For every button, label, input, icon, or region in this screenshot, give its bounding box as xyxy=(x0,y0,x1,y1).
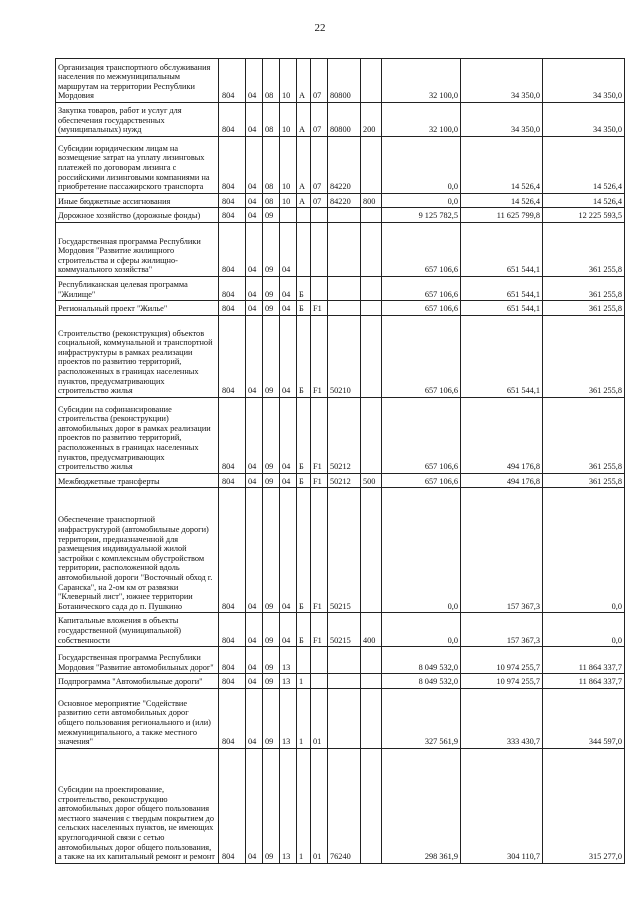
cell-ministry-code: 804 xyxy=(219,674,246,689)
cell-amount-year-2: 11 625 799,8 xyxy=(461,208,543,223)
cell-event-code: 07 xyxy=(311,103,328,137)
cell-subsection-code: 09 xyxy=(263,208,280,223)
cell-amount-year-3: 11 864 337,7 xyxy=(543,674,625,689)
budget-table xyxy=(55,58,625,864)
cell-amount-year-3: 315 277,0 xyxy=(543,748,625,863)
cell-amount-year-1: 32 100,0 xyxy=(382,59,461,103)
cell-subprogram-code: Б xyxy=(297,276,311,300)
row-name: Субсидии на софинансирование строительства (реконструкции) автомобильных дорог в рамках реализации проектов по развитию территорий, расположенных в границах населенных пунктов, предусматривающих строительство жилья xyxy=(56,397,219,473)
cell-subsection-code: 09 xyxy=(263,397,280,473)
cell-subsection-code: 09 xyxy=(263,301,280,316)
cell-amount-year-2: 10 974 255,7 xyxy=(461,647,543,674)
cell-ministry-code: 804 xyxy=(219,748,246,863)
cell-program-code: 10 xyxy=(280,59,297,103)
cell-amount-year-2: 304 110,7 xyxy=(461,748,543,863)
page-number: 22 xyxy=(314,22,326,34)
cell-ministry-code: 804 xyxy=(219,222,246,276)
cell-program-code: 13 xyxy=(280,647,297,674)
cell-direction-code xyxy=(328,647,361,674)
cell-subsection-code: 09 xyxy=(263,674,280,689)
cell-direction-code: 84220 xyxy=(328,136,361,193)
cell-expense-type-code xyxy=(361,748,382,863)
cell-subprogram-code xyxy=(297,222,311,276)
row-name: Подпрограмма "Автомобильные дороги" xyxy=(56,674,219,689)
table-body xyxy=(56,59,625,864)
cell-program-code: 13 xyxy=(280,674,297,689)
row-name: Организация транспортного обслуживания населения по межмуниципальным маршрутам на территории Республики Мордовия xyxy=(56,59,219,103)
table-row xyxy=(56,301,625,316)
cell-direction-code: 50210 xyxy=(328,315,361,397)
cell-amount-year-3: 34 350,0 xyxy=(543,59,625,103)
cell-subsection-code: 09 xyxy=(263,276,280,300)
cell-amount-year-1: 657 106,6 xyxy=(382,222,461,276)
cell-section-code: 04 xyxy=(246,193,263,208)
cell-direction-code: 50212 xyxy=(328,397,361,473)
cell-event-code: F1 xyxy=(311,301,328,316)
cell-section-code: 04 xyxy=(246,473,263,488)
cell-amount-year-3: 12 225 593,5 xyxy=(543,208,625,223)
cell-expense-type-code: 800 xyxy=(361,193,382,208)
cell-amount-year-1: 657 106,6 xyxy=(382,315,461,397)
cell-expense-type-code: 400 xyxy=(361,613,382,647)
cell-program-code: 04 xyxy=(280,488,297,613)
cell-amount-year-1: 8 049 532,0 xyxy=(382,674,461,689)
cell-event-code: F1 xyxy=(311,613,328,647)
cell-event-code: F1 xyxy=(311,473,328,488)
cell-direction-code: 50215 xyxy=(328,613,361,647)
cell-program-code: 04 xyxy=(280,473,297,488)
table-row xyxy=(56,315,625,397)
cell-subprogram-code: А xyxy=(297,103,311,137)
cell-expense-type-code xyxy=(361,301,382,316)
cell-event-code: 07 xyxy=(311,136,328,193)
table-row xyxy=(56,674,625,689)
row-name: Субсидии на проектирование, строительство, реконструкцию автомобильных дорог общего пользования местного значения с твердым покрытием до сельских населенных пунктов, не имеющих круглогодичной связи с сетью автомобильных дорог общего пользования, а также на их капитальный ремонт и ремонт xyxy=(56,748,219,863)
cell-direction-code: 84220 xyxy=(328,193,361,208)
cell-event-code: 01 xyxy=(311,748,328,863)
cell-subprogram-code: 1 xyxy=(297,674,311,689)
row-name: Обеспечение транспортной инфраструктурой (автомобильные дороги) территории, предназначенной для размещения индивидуальной жилой застройки с комплексным обустройством территории, расположенной вдоль автомобильной дороги "Восточный обход г. Саранска", на 2-ом км от развязки "Клеверный лист", южнее территории Ботанического сада до п. Пушкино xyxy=(56,488,219,613)
cell-subsection-code: 09 xyxy=(263,222,280,276)
cell-direction-code: 76240 xyxy=(328,748,361,863)
cell-event-code: F1 xyxy=(311,397,328,473)
row-name: Государственная программа Республики Мордовия "Развитие автомобильных дорог" xyxy=(56,647,219,674)
cell-event-code: F1 xyxy=(311,488,328,613)
table-row xyxy=(56,103,625,137)
cell-amount-year-2: 34 350,0 xyxy=(461,59,543,103)
cell-section-code: 04 xyxy=(246,222,263,276)
cell-ministry-code: 804 xyxy=(219,136,246,193)
table-row xyxy=(56,222,625,276)
cell-amount-year-2: 651 544,1 xyxy=(461,276,543,300)
cell-amount-year-2: 651 544,1 xyxy=(461,301,543,316)
cell-program-code: 04 xyxy=(280,301,297,316)
cell-program-code: 10 xyxy=(280,136,297,193)
cell-event-code: 01 xyxy=(311,688,328,748)
cell-amount-year-3: 361 255,8 xyxy=(543,222,625,276)
cell-ministry-code: 804 xyxy=(219,397,246,473)
table-row xyxy=(56,473,625,488)
cell-subsection-code: 08 xyxy=(263,59,280,103)
cell-subsection-code: 09 xyxy=(263,748,280,863)
cell-amount-year-3: 361 255,8 xyxy=(543,315,625,397)
cell-section-code: 04 xyxy=(246,674,263,689)
cell-amount-year-2: 157 367,3 xyxy=(461,488,543,613)
cell-program-code: 10 xyxy=(280,103,297,137)
cell-subsection-code: 09 xyxy=(263,473,280,488)
cell-expense-type-code xyxy=(361,222,382,276)
cell-section-code: 04 xyxy=(246,397,263,473)
cell-amount-year-3: 14 526,4 xyxy=(543,193,625,208)
cell-section-code: 04 xyxy=(246,688,263,748)
cell-subprogram-code: Б xyxy=(297,613,311,647)
row-name: Иные бюджетные ассигнования xyxy=(56,193,219,208)
cell-subsection-code: 09 xyxy=(263,647,280,674)
cell-amount-year-3: 344 597,0 xyxy=(543,688,625,748)
cell-program-code: 04 xyxy=(280,222,297,276)
cell-direction-code xyxy=(328,276,361,300)
cell-subsection-code: 09 xyxy=(263,613,280,647)
cell-expense-type-code xyxy=(361,488,382,613)
table-row xyxy=(56,276,625,300)
cell-expense-type-code xyxy=(361,315,382,397)
cell-subsection-code: 08 xyxy=(263,103,280,137)
row-name: Капитальные вложения в объекты государственной (муниципальной) собственности xyxy=(56,613,219,647)
cell-ministry-code: 804 xyxy=(219,276,246,300)
cell-ministry-code: 804 xyxy=(219,103,246,137)
cell-amount-year-1: 327 561,9 xyxy=(382,688,461,748)
cell-expense-type-code xyxy=(361,688,382,748)
cell-section-code: 04 xyxy=(246,276,263,300)
table-row xyxy=(56,613,625,647)
cell-event-code xyxy=(311,222,328,276)
cell-subprogram-code: Б xyxy=(297,315,311,397)
cell-subprogram-code: Б xyxy=(297,397,311,473)
cell-direction-code: 80800 xyxy=(328,103,361,137)
cell-program-code: 13 xyxy=(280,688,297,748)
cell-section-code: 04 xyxy=(246,613,263,647)
cell-amount-year-1: 0,0 xyxy=(382,136,461,193)
cell-expense-type-code xyxy=(361,674,382,689)
cell-amount-year-2: 494 176,8 xyxy=(461,473,543,488)
cell-subprogram-code: 1 xyxy=(297,688,311,748)
cell-amount-year-3: 11 864 337,7 xyxy=(543,647,625,674)
cell-program-code: 04 xyxy=(280,276,297,300)
cell-section-code: 04 xyxy=(246,315,263,397)
cell-amount-year-1: 657 106,6 xyxy=(382,473,461,488)
cell-ministry-code: 804 xyxy=(219,613,246,647)
cell-amount-year-1: 657 106,6 xyxy=(382,301,461,316)
cell-subprogram-code: Б xyxy=(297,488,311,613)
cell-direction-code xyxy=(328,674,361,689)
cell-section-code: 04 xyxy=(246,208,263,223)
cell-amount-year-2: 494 176,8 xyxy=(461,397,543,473)
cell-event-code: F1 xyxy=(311,315,328,397)
cell-amount-year-1: 32 100,0 xyxy=(382,103,461,137)
cell-expense-type-code: 500 xyxy=(361,473,382,488)
row-name: Государственная программа Республики Мордовия "Развитие жилищного строительства и сферы жилищно-коммунального хозяйства" xyxy=(56,222,219,276)
cell-ministry-code: 804 xyxy=(219,59,246,103)
cell-amount-year-2: 14 526,4 xyxy=(461,136,543,193)
cell-subprogram-code: Б xyxy=(297,301,311,316)
table-row xyxy=(56,193,625,208)
cell-expense-type-code: 200 xyxy=(361,103,382,137)
cell-event-code xyxy=(311,647,328,674)
row-name: Субсидии юридическим лицам на возмещение затрат на уплату лизинговых платежей по договорам лизинга с российскими лизинговыми компаниями на приобретение пассажирского транспорта xyxy=(56,136,219,193)
cell-amount-year-3: 361 255,8 xyxy=(543,473,625,488)
cell-program-code: 13 xyxy=(280,748,297,863)
cell-program-code: 10 xyxy=(280,193,297,208)
cell-direction-code xyxy=(328,688,361,748)
cell-program-code xyxy=(280,208,297,223)
row-name: Основное мероприятие "Содействие развитию сети автомобильных дорог общего пользования регионального и (или) межмуниципального, а также местного значения" xyxy=(56,688,219,748)
cell-expense-type-code xyxy=(361,397,382,473)
cell-amount-year-3: 361 255,8 xyxy=(543,397,625,473)
cell-amount-year-3: 361 255,8 xyxy=(543,276,625,300)
cell-ministry-code: 804 xyxy=(219,488,246,613)
cell-subprogram-code: Б xyxy=(297,473,311,488)
cell-section-code: 04 xyxy=(246,59,263,103)
cell-amount-year-1: 0,0 xyxy=(382,488,461,613)
cell-event-code: 07 xyxy=(311,193,328,208)
cell-direction-code xyxy=(328,301,361,316)
row-name: Закупка товаров, работ и услуг для обеспечения государственных (муниципальных) нужд xyxy=(56,103,219,137)
table-row xyxy=(56,647,625,674)
cell-amount-year-2: 10 974 255,7 xyxy=(461,674,543,689)
cell-amount-year-2: 157 367,3 xyxy=(461,613,543,647)
cell-subprogram-code: А xyxy=(297,59,311,103)
row-name: Строительство (реконструкция) объектов социальной, коммунальной и транспортной инфраструктуры в рамках реализации проектов по развитию территорий, расположенных в границах населенных пунктов, предусматривающих строительство жилья xyxy=(56,315,219,397)
cell-amount-year-2: 14 526,4 xyxy=(461,193,543,208)
table-row xyxy=(56,136,625,193)
cell-amount-year-1: 8 049 532,0 xyxy=(382,647,461,674)
cell-section-code: 04 xyxy=(246,103,263,137)
cell-direction-code: 50212 xyxy=(328,473,361,488)
cell-amount-year-1: 0,0 xyxy=(382,193,461,208)
cell-subprogram-code xyxy=(297,208,311,223)
table-row xyxy=(56,488,625,613)
cell-event-code: 07 xyxy=(311,59,328,103)
cell-event-code xyxy=(311,208,328,223)
cell-expense-type-code xyxy=(361,59,382,103)
row-name: Межбюджетные трансферты xyxy=(56,473,219,488)
cell-amount-year-2: 333 430,7 xyxy=(461,688,543,748)
cell-subprogram-code: А xyxy=(297,136,311,193)
cell-subsection-code: 08 xyxy=(263,193,280,208)
cell-program-code: 04 xyxy=(280,315,297,397)
row-name: Дорожное хозяйство (дорожные фонды) xyxy=(56,208,219,223)
cell-amount-year-2: 34 350,0 xyxy=(461,103,543,137)
cell-program-code: 04 xyxy=(280,613,297,647)
cell-amount-year-2: 651 544,1 xyxy=(461,315,543,397)
table-row xyxy=(56,397,625,473)
cell-program-code: 04 xyxy=(280,397,297,473)
cell-expense-type-code xyxy=(361,276,382,300)
cell-amount-year-1: 9 125 782,5 xyxy=(382,208,461,223)
cell-direction-code: 50215 xyxy=(328,488,361,613)
table-row xyxy=(56,688,625,748)
cell-subsection-code: 09 xyxy=(263,488,280,613)
cell-amount-year-1: 0,0 xyxy=(382,613,461,647)
table-row xyxy=(56,748,625,863)
cell-amount-year-1: 657 106,6 xyxy=(382,276,461,300)
cell-amount-year-1: 657 106,6 xyxy=(382,397,461,473)
cell-subprogram-code xyxy=(297,647,311,674)
cell-event-code xyxy=(311,276,328,300)
cell-amount-year-3: 34 350,0 xyxy=(543,103,625,137)
cell-ministry-code: 804 xyxy=(219,647,246,674)
cell-expense-type-code xyxy=(361,136,382,193)
cell-ministry-code: 804 xyxy=(219,208,246,223)
cell-direction-code xyxy=(328,208,361,223)
cell-amount-year-3: 0,0 xyxy=(543,613,625,647)
cell-direction-code: 80800 xyxy=(328,59,361,103)
cell-ministry-code: 804 xyxy=(219,301,246,316)
table-row xyxy=(56,59,625,103)
cell-section-code: 04 xyxy=(246,647,263,674)
cell-section-code: 04 xyxy=(246,748,263,863)
cell-subsection-code: 09 xyxy=(263,315,280,397)
cell-expense-type-code xyxy=(361,647,382,674)
cell-event-code xyxy=(311,674,328,689)
cell-subsection-code: 09 xyxy=(263,688,280,748)
table-row xyxy=(56,208,625,223)
cell-ministry-code: 804 xyxy=(219,473,246,488)
cell-amount-year-2: 651 544,1 xyxy=(461,222,543,276)
cell-subprogram-code: А xyxy=(297,193,311,208)
cell-amount-year-3: 361 255,8 xyxy=(543,301,625,316)
cell-section-code: 04 xyxy=(246,488,263,613)
row-name: Региональный проект "Жилье" xyxy=(56,301,219,316)
cell-subprogram-code: 1 xyxy=(297,748,311,863)
cell-ministry-code: 804 xyxy=(219,688,246,748)
cell-expense-type-code xyxy=(361,208,382,223)
cell-section-code: 04 xyxy=(246,136,263,193)
cell-amount-year-3: 0,0 xyxy=(543,488,625,613)
cell-amount-year-3: 14 526,4 xyxy=(543,136,625,193)
cell-amount-year-1: 298 361,9 xyxy=(382,748,461,863)
cell-direction-code xyxy=(328,222,361,276)
cell-section-code: 04 xyxy=(246,301,263,316)
cell-ministry-code: 804 xyxy=(219,315,246,397)
cell-subsection-code: 08 xyxy=(263,136,280,193)
cell-ministry-code: 804 xyxy=(219,193,246,208)
row-name: Республиканская целевая программа "Жилище" xyxy=(56,276,219,300)
